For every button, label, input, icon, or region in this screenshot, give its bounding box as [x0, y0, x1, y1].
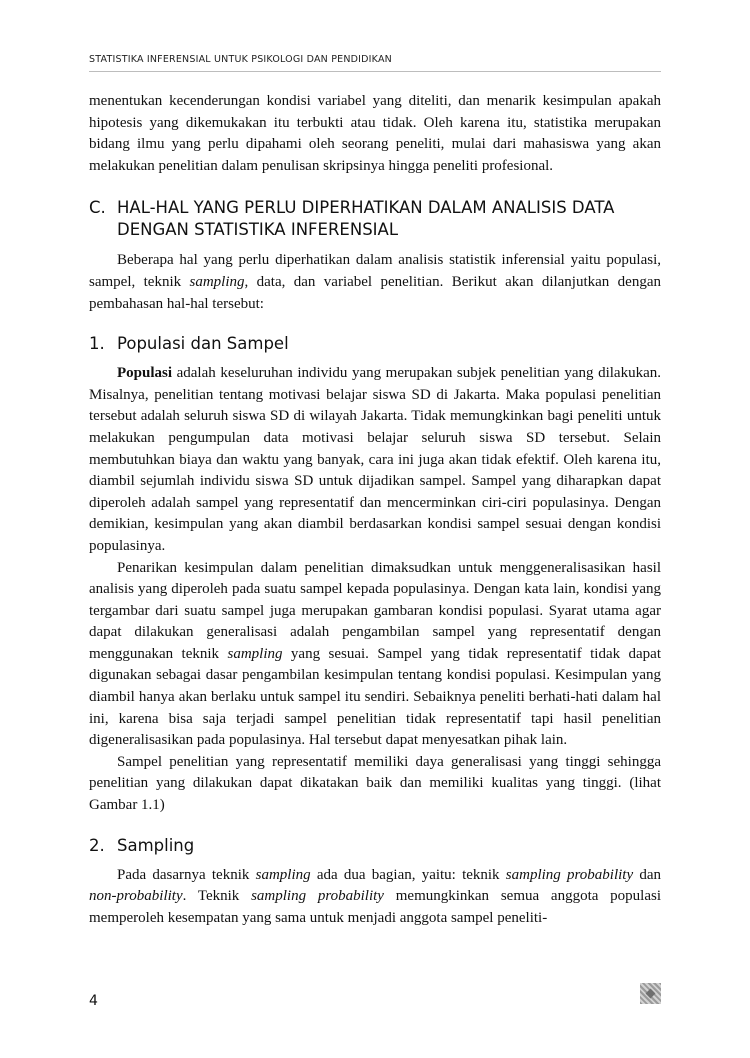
italic-term: sampling — [189, 273, 245, 290]
ornament-icon — [640, 983, 661, 1004]
subsection-number: 2. — [89, 835, 105, 855]
subsection-heading-2 — [89, 835, 661, 857]
subsection-number: 1. — [89, 334, 105, 354]
sampling-paragraph — [89, 865, 661, 930]
running-header: STATISTIKA INFERENSIAL UNTUK PSIKOLOGI DAN PENDIDIKAN — [89, 54, 392, 65]
populasi-paragraph — [89, 363, 661, 557]
text-run: yang sesuai. Sampel yang tidak representatif tidak dapat digunakan sebagai dasar pengambilan kesimpulan tentang kondisi populasi. Kesimpulan yang diambil hanya akan berlaku untuk sampel itu sendiri. Sebaiknya peneliti berhati-hati dalam hal ini, karena bisa saja terjadi sampel penelitian tidak representatif tapi hasil penelitian digeneralisasikan pada populasinya. Hal tersebut dapat menyesatkan pihak lain. — [89, 645, 662, 749]
italic-term: non-probability — [89, 888, 183, 905]
section-label: C. — [89, 198, 106, 218]
intro-paragraph: menentukan kecenderungan kondisi variabel yang diteliti, dan menarik kesimpulan apakah hipotesis yang dikemukakan itu terbukti atau tidak. Oleh karena itu, statistika merupakan bidang ilmu yang perlu dipahami oleh seorang peneliti, mulai dari mahasiswa yang akan melakukan penelitian dalam penulisan skripsinya hingga peneliti profesional. — [89, 93, 661, 174]
subsection-title: Sampling — [117, 835, 195, 855]
italic-term: sampling — [227, 645, 283, 662]
section-c-paragraph — [89, 250, 661, 315]
subsection-heading-1 — [89, 333, 661, 355]
text-run: ada dua bagian, yaitu: teknik — [310, 866, 506, 883]
italic-term: sampling — [255, 866, 311, 883]
text-run: . Teknik — [182, 888, 252, 905]
text-run: Penarikan kesimpulan dalam penelitian dimaksudkan untuk menggeneralisasikan hasil analisis yang diperoleh pada suatu sampel kepada populasinya. Dengan kata lain, kondisi yang tergambar dari suatu sampel juga merupakan gambaran kondisi populasi. Syarat utama agar dapat dilakukan generalisasi adalah pengambilan sampel yang representatif dengan menggunakan teknik — [89, 559, 661, 662]
subsection-title: Populasi dan Sampel — [117, 334, 289, 354]
text-run: adalah keseluruhan individu yang merupakan subjek penelitian yang dilakukan. Misalnya, penelitian tentang motivasi belajar siswa SD di Jakarta. Maka populasi penelitian tersebut adalah seluruh siswa SD di wilayah Jakarta. Tidak memungkinkan bagi peneliti untuk melakukan pengumpulan data motivasi belajar seluruh siswa SD tersebut. Selain membutuhkan biaya dan waktu yang banyak, cara ini juga akan tidak efektif. Oleh karena itu, diambil sejumlah individu siswa SD untuk dijadikan sampel. Sampel yang diharapkan dapat diperoleh adalah sampel yang representatif dan mencerminkan ciri-ciri populasinya. Dengan demikian, kesimpulan yang akan diambil berdasarkan kondisi sampel sesuai dengan kondisi populasinya. — [89, 365, 661, 554]
representatif-paragraph: Sampel penelitian yang representatif memiliki daya generalisasi yang tinggi sehingga penelitian yang dilakukan dapat dikatakan baik dan memiliki kualitas yang tinggi. (lihat Gambar 1.1) — [89, 753, 661, 814]
italic-term: sampling probability — [505, 866, 634, 883]
text-run: Pada dasarnya teknik — [117, 866, 256, 883]
text-run: dan — [633, 866, 661, 883]
bold-term: Populasi — [117, 365, 173, 382]
text-run: , data, dan variabel penelitian. Berikut akan dilanjutkan dengan pembahasan hal-hal tersebut: — [89, 273, 661, 312]
section-heading-c — [89, 197, 661, 241]
text-run: memungkinkan semua anggota populasi memperoleh kesempatan yang sama untuk menjadi anggota sampel peneliti- — [89, 888, 662, 926]
italic-term: sampling probability — [251, 888, 384, 905]
section-title: HAL-HAL YANG PERLU DIPERHATIKAN DALAM ANALISIS DATA DENGAN STATISTIKA INFERENSIAL — [117, 198, 615, 240]
page-number: 4 — [89, 993, 98, 1009]
text-run: Beberapa hal yang perlu diperhatikan dalam analisis statistik inferensial yaitu populasi, sampel, teknik — [89, 252, 661, 290]
page-body — [89, 91, 661, 929]
generalisasi-paragraph — [89, 558, 661, 752]
header-rule — [89, 71, 661, 72]
